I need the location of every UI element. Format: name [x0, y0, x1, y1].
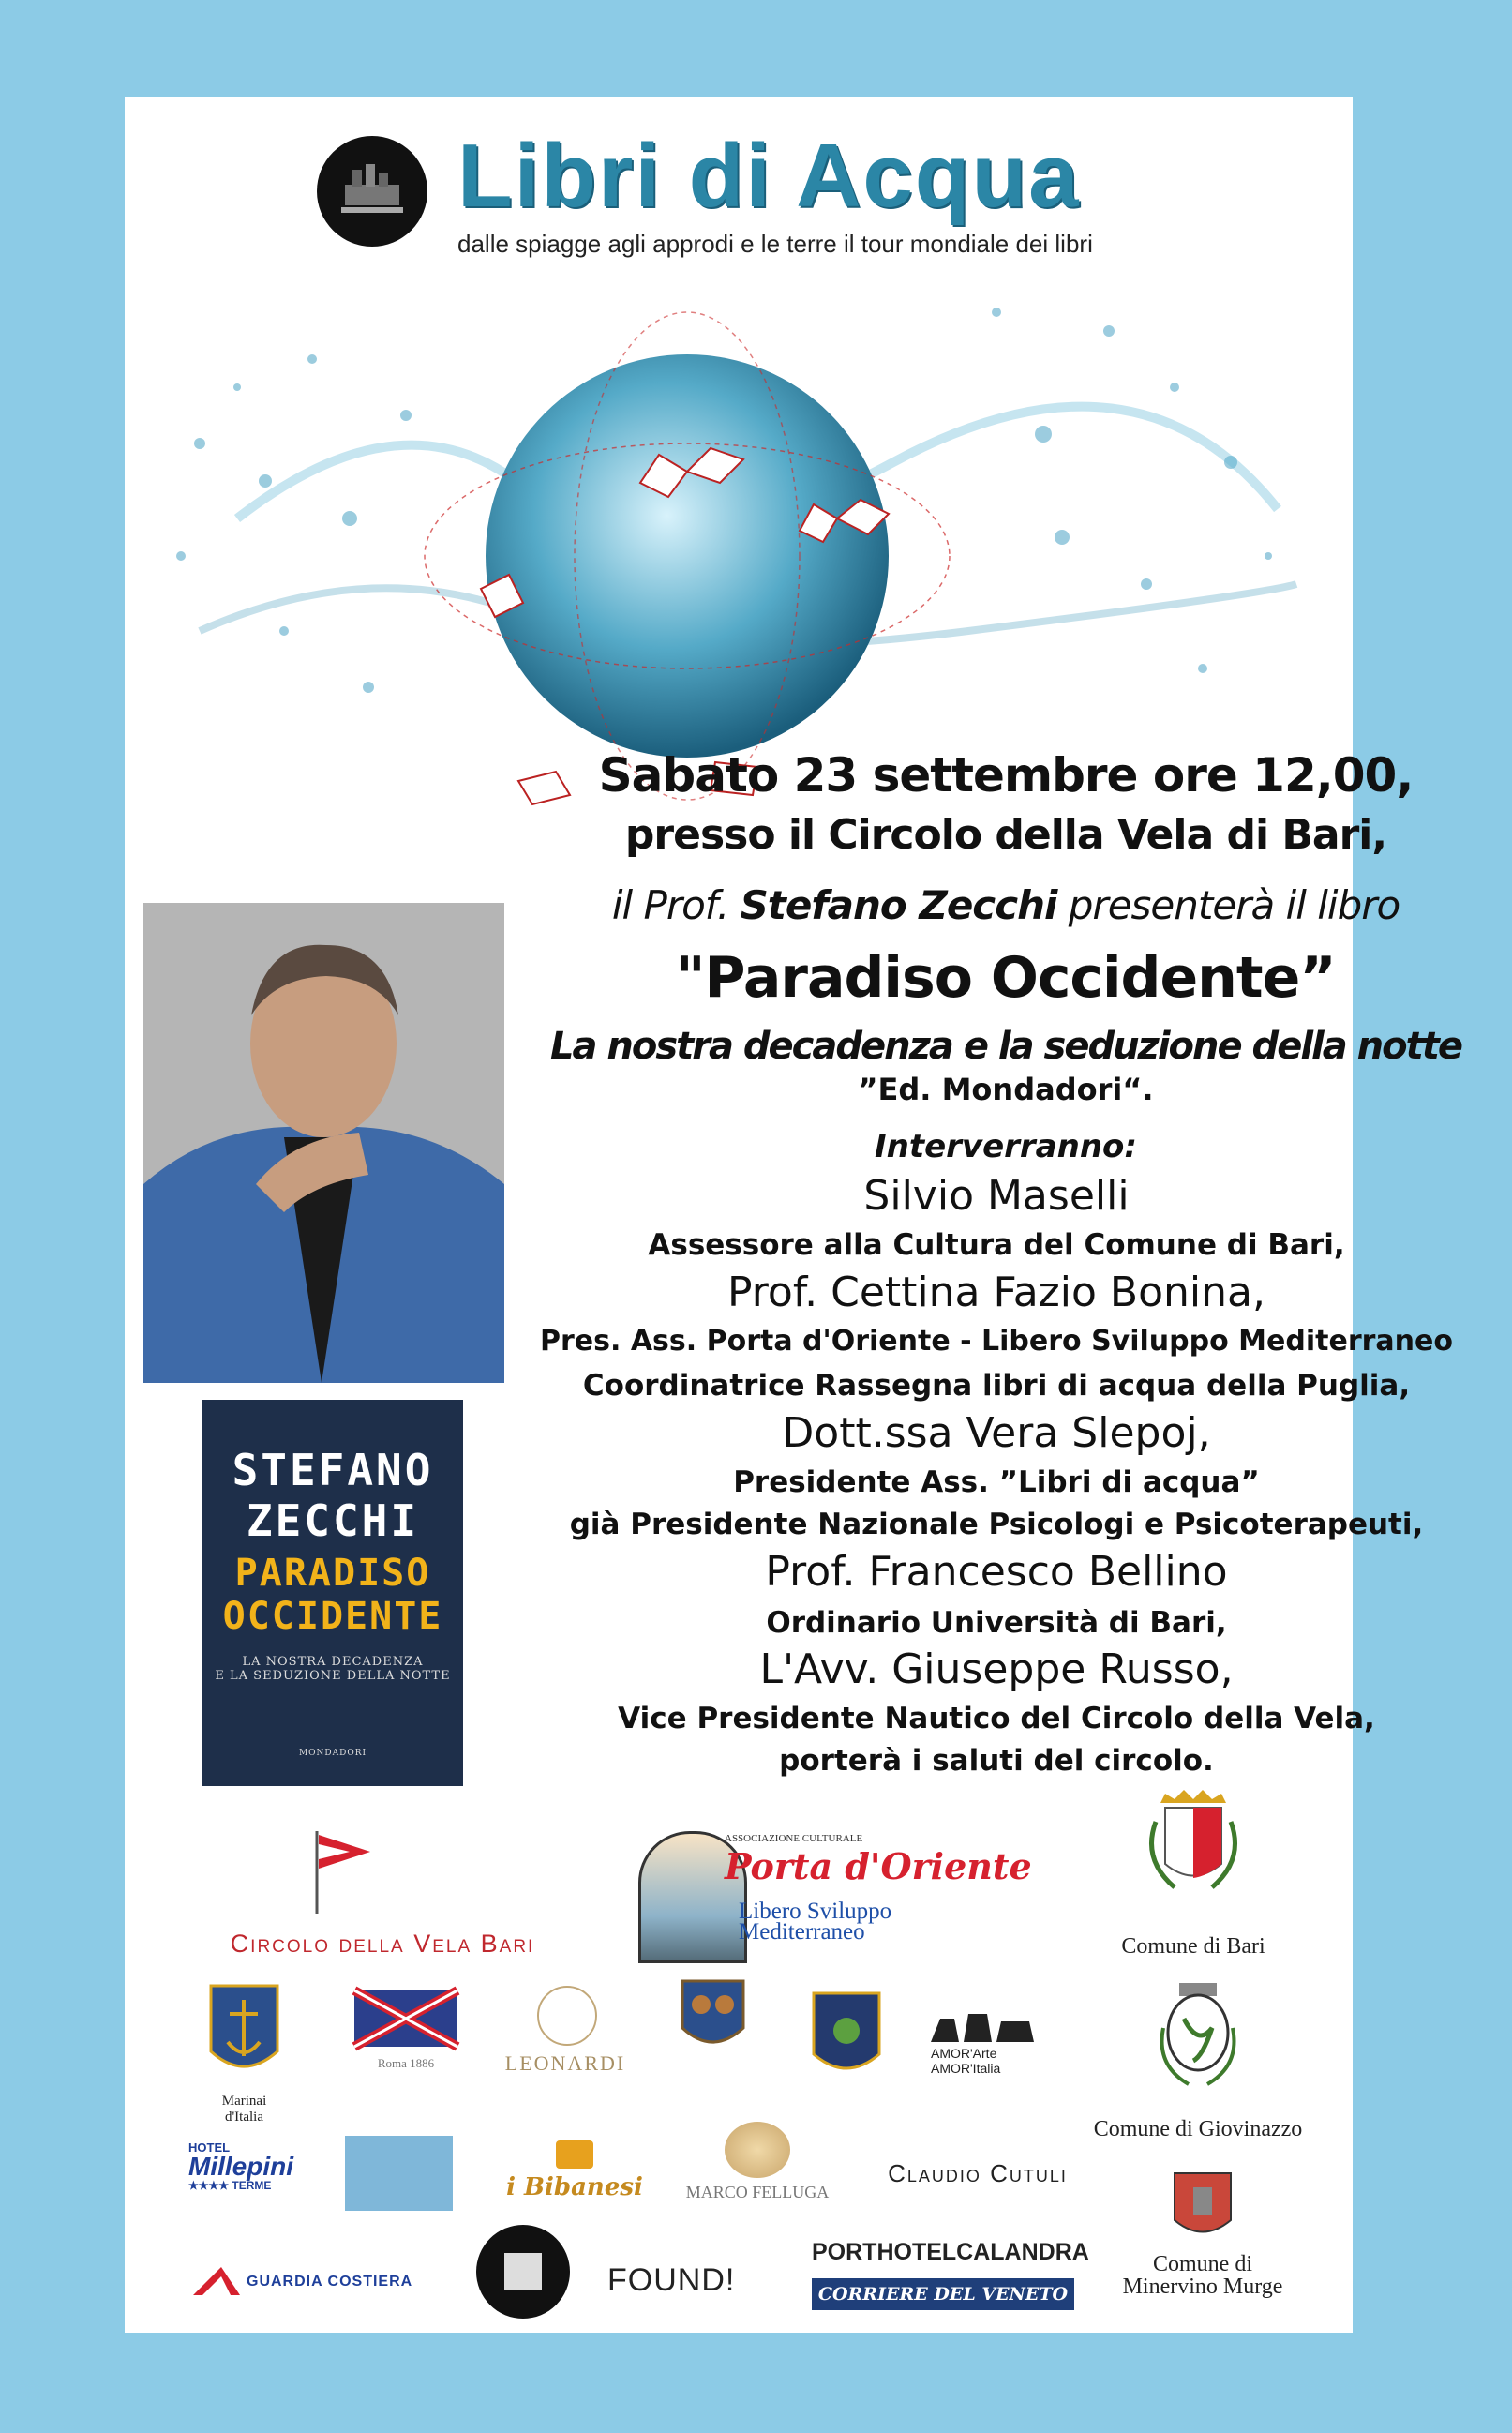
amorarte-line: AMOR'Italia [931, 2061, 1001, 2076]
cover-subtitle: E LA SEDUZIONE DELLA NOTTE [215, 1669, 451, 1683]
guardia-costiera-label: GUARDIA COSTIERA [247, 2274, 413, 2290]
minervino-coat-of-arms-icon [1170, 2164, 1235, 2244]
millepini-line: ★★★★ TERME [188, 2179, 272, 2192]
circolo-vela-logo: Circolo della Vela Bari [230, 1930, 535, 1958]
cutuli-label: Claudio Cutuli [888, 2159, 1068, 2187]
radio-seal-icon [476, 2225, 570, 2319]
hotel-millepini-logo [188, 2140, 301, 2215]
leonardi-emblem-icon [537, 1986, 597, 2046]
corriere-label: CORRIERE DEL VENETO [812, 2278, 1074, 2310]
pennant-flag-icon [312, 1831, 378, 1915]
porthotel-label: PORTHOTELCALANDRA [812, 2239, 1089, 2265]
marinai-label [190, 2094, 298, 2125]
hotel-crest-icon [678, 1976, 748, 2056]
presenter-suffix: presenterà il libro [1068, 882, 1400, 928]
cover-author: ZECCHI [246, 1495, 420, 1546]
porta-sub2: Mediterraneo [739, 1919, 865, 1945]
amorarte-line: AMOR'Arte [931, 2046, 997, 2061]
cover-subtitle: LA NOSTRA DECADENZA [242, 1655, 424, 1669]
millepini-line: HOTEL [188, 2140, 231, 2155]
millepini-line: Millepini [188, 2152, 293, 2181]
amorarte-text [931, 2046, 1034, 2076]
felluga-emblem-icon [725, 2122, 790, 2178]
presenter-name: Stefano Zecchi [740, 882, 1057, 928]
bari-coat-of-arms-icon [1137, 1784, 1250, 1906]
speaker-role: Presidente Ass. ”Libri di acqua” [733, 1465, 1260, 1499]
event-place: presso il Circolo della Vela di Bari, [624, 811, 1387, 859]
military-shield-icon [809, 1989, 884, 2082]
speaker-role: già Presidente Nazionale Psicologi e Psicoterapeuti, [569, 1508, 1424, 1541]
minervino-line: Comune di [1153, 2252, 1252, 2276]
book-subtitle: La nostra decadenza e la seduzione della notte [549, 1025, 1461, 1068]
minervino-line: Minervino Murge [1122, 2275, 1283, 2299]
bibanesi-label: i Bibanesi [506, 2173, 643, 2201]
porta-small: ASSOCIAZIONE CULTURALE [725, 1833, 863, 1844]
speaker-role: Vice Presidente Nautico del Circolo della Vela, [618, 1702, 1375, 1735]
comune-bari: Comune di Bari [1121, 1934, 1265, 1959]
porta-sub1: Libero Sviluppo [739, 1899, 892, 1924]
hotel-sign-image [345, 2136, 453, 2211]
speaker-name: Dott.ssa Vera Slepoj, [782, 1409, 1211, 1457]
speaker-role: Ordinario Università di Bari, [766, 1606, 1227, 1640]
libri-logo-icon [317, 136, 427, 247]
speaker-role: Coordinatrice Rassegna libri di acqua della Puglia, [582, 1369, 1411, 1403]
cover-title: PARADISO [234, 1552, 431, 1595]
giovinazzo-coat-of-arms-icon [1156, 1981, 1240, 2089]
speaker-name: Silvio Maselli [863, 1172, 1130, 1220]
marinai-line: Marinai [221, 2094, 267, 2109]
book-cover [202, 1400, 463, 1786]
roma-label: Roma 1886 [377, 2056, 435, 2070]
speaker-role: Pres. Ass. Porta d'Oriente - Libero Sviluppo Mediterraneo [540, 1325, 1453, 1358]
marinai-anchor-icon [200, 1976, 289, 2084]
roma-flag-icon [354, 1990, 457, 2047]
felluga-label: MARCO FELLUGA [685, 2183, 830, 2201]
presenter-line [500, 882, 1512, 928]
poster [125, 97, 1461, 2333]
tagline: dalle spiagge agli approdi e le terre il tour mondiale dei libri [457, 230, 1093, 258]
event-date: Sabato 23 settembre ore 12,00, [598, 748, 1414, 803]
cover-author: STEFANO [232, 1445, 434, 1495]
marinai-line: d'Italia [224, 2110, 263, 2125]
speaker-name: L'Avv. Giuseppe Russo, [759, 1645, 1234, 1693]
author-photo [143, 903, 504, 1383]
book-title: "Paradiso Occidente” [676, 945, 1336, 1011]
guardia-costiera-icon [188, 2262, 245, 2300]
amorarte-logo [931, 2014, 1034, 2080]
page-title: Libri di Acqua [457, 126, 1081, 226]
speaker-role: porterà i saluti del circolo. [779, 1744, 1214, 1778]
porta-main: Porta d'Oriente [725, 1845, 1032, 1887]
speaker-role: Assessore alla Cultura del Comune di Bari, [648, 1228, 1345, 1262]
comune-minervino [1100, 2253, 1306, 2298]
speaker-name: Prof. Francesco Bellino [765, 1548, 1228, 1596]
bibanesi-crown-icon [556, 2140, 593, 2169]
porta-sub [739, 1901, 891, 1943]
found-label: FOUND! [607, 2262, 736, 2298]
publisher: ”Ed. Mondadori“. [858, 1072, 1154, 1107]
leonardi-label: LEONARDI [504, 2051, 626, 2075]
cover-title: OCCIDENTE [222, 1595, 443, 1638]
speakers-heading: Interverranno: [874, 1128, 1137, 1165]
speaker-name: Prof. Cettina Fazio Bonina, [727, 1269, 1265, 1316]
presenter-prefix: il Prof. [611, 882, 729, 928]
comune-giovinazzo: Comune di Giovinazzo [1093, 2117, 1303, 2141]
cover-publisher: MONDADORI [298, 1749, 367, 1758]
